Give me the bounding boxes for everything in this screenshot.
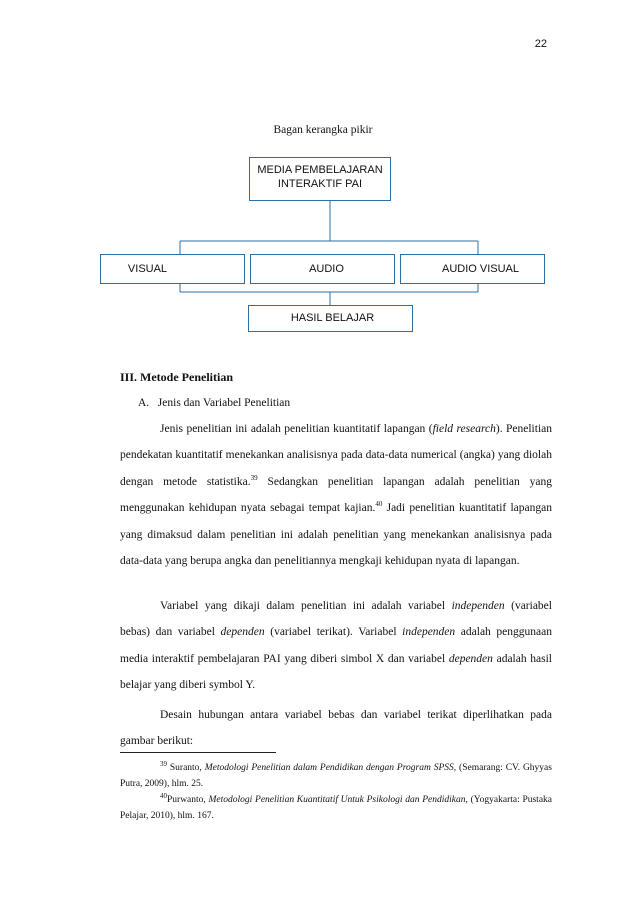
footnote-ref-40: 40 xyxy=(375,500,383,509)
diagram-title: Bagan kerangka pikir xyxy=(273,124,373,136)
footnote-40: $^{40}$Purwanto, Metodologi Penelitian Kuantitatif Untuk Psikologi dan Pendidikan, (Yogyakarta: Pustaka Pelajar, 2010), hlm. 167. xyxy=(120,791,552,821)
section-heading: III. Metode Penelitian xyxy=(120,370,233,384)
box-media-line2: INTERAKTIF PAI xyxy=(277,178,363,190)
section-subheading: A. Jenis dan Variabel Penelitian xyxy=(138,397,291,409)
paragraph-desain: Desain hubungan antara variabel bebas dan variabel terikat diperlihatkan pada gambar berikut: xyxy=(120,709,552,748)
box-hasil-belajar: HASIL BELAJAR xyxy=(248,305,413,332)
box-visual: VISUAL xyxy=(100,254,245,284)
footnote-39: $^{39}$ Suranto, Metodologi Penelitian dalam Pendidikan dengan Program SPSS, (Semarang: CV. Ghyyas Putra, 2009), hlm. 25. xyxy=(120,759,552,789)
paragraph-variabel: Variabel yang dikaji dalam penelitian ini adalah variabel independen (variabel bebas) dan variabel dependen (variabel terikat). Variabel independen adalah penggunaan media interaktif pembelajaran PAI yang diberi simbol X dan variabel dependen adalah hasil belajar yang diberi symbol Y. xyxy=(120,600,552,692)
page-number: 22 xyxy=(534,38,547,50)
box-audio: AUDIO xyxy=(250,254,395,284)
box-media-pembelajaran xyxy=(249,157,391,201)
paragraph-jenis-penelitian: Jenis penelitian ini adalah penelitian kuantitatif lapangan (field research). Penelitian pendekatan kuantitatif menekankan analisisnya pada data-data numerical (angka) yang diolah dengan metode statistika.$^{39}$ Sedangkan penelitian lapangan adalah penelitian yang menggunakan kehidupan nyata sebagai tempat kajian.$^{40}$ Jadi penelitian kuantitatif lapangan yang dimaksud dalam penelitian ini adalah penelitian yang menekankan analisisnya pada data-data yang berupa angka dan penelitiannya mengkaji kehidupan nyata di lapangan. xyxy=(120,423,553,568)
box-media-line1: MEDIA PEMBELAJARAN xyxy=(257,164,383,176)
box-audio-visual: AUDIO VISUAL xyxy=(400,254,545,284)
footnote-separator xyxy=(120,752,276,753)
footnote-ref-39: 39 xyxy=(250,473,258,482)
